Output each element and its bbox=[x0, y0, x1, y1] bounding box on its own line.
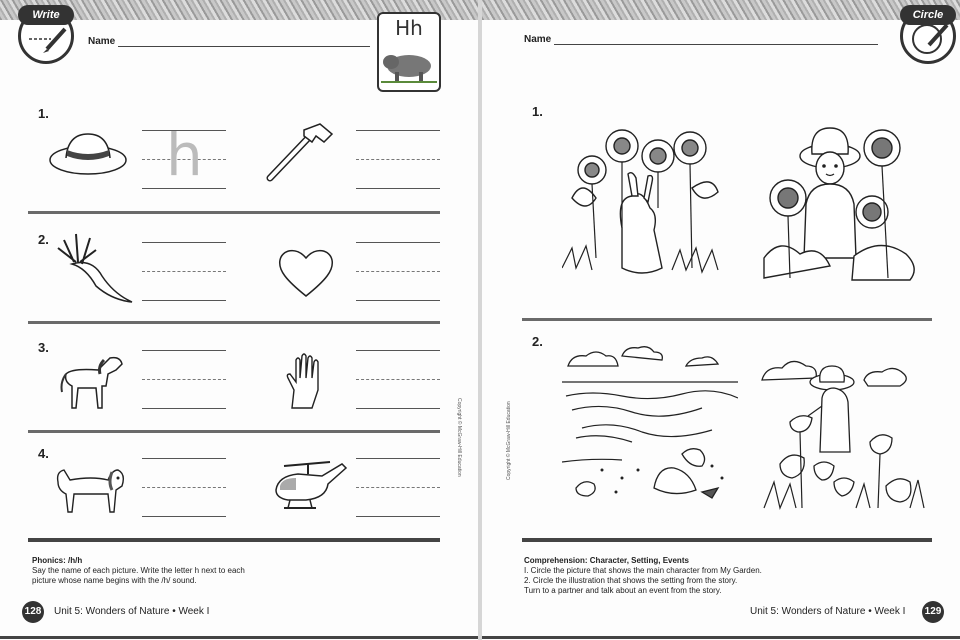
circle-badge bbox=[900, 8, 956, 64]
item-number-2: 2. bbox=[532, 334, 543, 349]
traced-letter: h bbox=[166, 121, 203, 189]
rabbit-sunflowers-icon[interactable] bbox=[562, 118, 732, 288]
comprehension-instructions bbox=[524, 556, 924, 596]
writing-line-mid bbox=[356, 271, 440, 272]
writing-line-base[interactable] bbox=[356, 188, 440, 189]
writing-line-top bbox=[356, 130, 440, 131]
name-field[interactable] bbox=[118, 46, 370, 47]
item-number-2: 2. bbox=[38, 232, 49, 247]
row-divider bbox=[28, 430, 440, 433]
name-label: Name bbox=[524, 34, 552, 45]
item-number-1: 1. bbox=[532, 104, 543, 119]
instructions-heading: Phonics: /h/h bbox=[32, 556, 83, 565]
section-divider bbox=[522, 538, 932, 542]
writing-line-base[interactable] bbox=[356, 516, 440, 517]
horse-icon bbox=[58, 352, 128, 412]
writing-line-top bbox=[142, 458, 226, 459]
phonics-instructions bbox=[32, 556, 432, 586]
row-divider bbox=[28, 321, 440, 324]
dog-icon bbox=[52, 462, 128, 516]
hand-icon bbox=[282, 350, 328, 410]
beach-shells-icon[interactable] bbox=[562, 342, 738, 510]
writing-line-base[interactable] bbox=[356, 408, 440, 409]
writing-line-base[interactable] bbox=[142, 408, 226, 409]
instructions-line: I. Circle the picture that shows the main character from My Garden. bbox=[524, 566, 762, 575]
page-number: 129 bbox=[922, 601, 944, 623]
writing-line-mid bbox=[142, 487, 226, 488]
footer-rule bbox=[482, 636, 960, 639]
letter-card bbox=[377, 12, 441, 92]
name-label: Name bbox=[88, 36, 116, 47]
writing-line-mid bbox=[356, 379, 440, 380]
write-badge bbox=[18, 8, 74, 64]
writing-line-top bbox=[356, 458, 440, 459]
writing-line-base[interactable] bbox=[142, 300, 226, 301]
letter-card-text: Hh bbox=[395, 16, 423, 40]
item-number-3: 3. bbox=[38, 340, 49, 355]
left-worksheet-page bbox=[0, 0, 478, 640]
hammer-icon bbox=[262, 120, 338, 186]
right-worksheet-page bbox=[482, 0, 960, 640]
helicopter-icon bbox=[266, 456, 350, 516]
writing-line-top bbox=[356, 242, 440, 243]
hippo-icon bbox=[379, 46, 439, 86]
copyright-text: Copyright © McGraw-Hill Education bbox=[456, 398, 462, 477]
writing-line-top bbox=[142, 350, 226, 351]
writing-line-mid bbox=[142, 379, 226, 380]
instructions-heading: Comprehension: Character, Setting, Events bbox=[524, 556, 689, 565]
item-number-1: 1. bbox=[38, 106, 49, 121]
row-divider bbox=[522, 318, 932, 321]
write-badge-label: Write bbox=[18, 5, 74, 25]
hat-icon bbox=[48, 128, 128, 178]
page-number: 128 bbox=[22, 601, 44, 623]
instructions-line: 2. Circle the illustration that shows the setting from the story. bbox=[524, 576, 738, 585]
girl-garden-icon[interactable] bbox=[760, 342, 932, 512]
heart-icon bbox=[276, 244, 336, 300]
copyright-text: Copyright © McGraw-Hill Education bbox=[506, 401, 512, 480]
instructions-line: Turn to a partner and talk about an event from the story. bbox=[524, 586, 722, 595]
circle-badge-label: Circle bbox=[900, 5, 956, 25]
name-field[interactable] bbox=[554, 44, 878, 45]
instructions-line: picture whose name begins with the /h/ sound. bbox=[32, 576, 197, 585]
writing-line-mid bbox=[356, 159, 440, 160]
writing-line-base[interactable] bbox=[142, 516, 226, 517]
instructions-line: Say the name of each picture. Write the letter h next to each bbox=[32, 566, 245, 575]
girl-sunflowers-icon[interactable] bbox=[760, 118, 930, 288]
writing-line-mid bbox=[142, 271, 226, 272]
writing-line-base[interactable] bbox=[356, 300, 440, 301]
item-number-4: 4. bbox=[38, 446, 49, 461]
writing-line-top bbox=[142, 242, 226, 243]
footer-rule bbox=[0, 636, 478, 639]
footer-unit-text: Unit 5: Wonders of Nature • Week I bbox=[750, 606, 906, 617]
section-divider bbox=[28, 538, 440, 542]
top-texture-band bbox=[482, 0, 960, 20]
writing-line-mid bbox=[356, 487, 440, 488]
writing-line-top bbox=[356, 350, 440, 351]
footer-unit-text: Unit 5: Wonders of Nature • Week I bbox=[54, 606, 210, 617]
radish-icon bbox=[56, 228, 136, 306]
row-divider bbox=[28, 211, 440, 214]
